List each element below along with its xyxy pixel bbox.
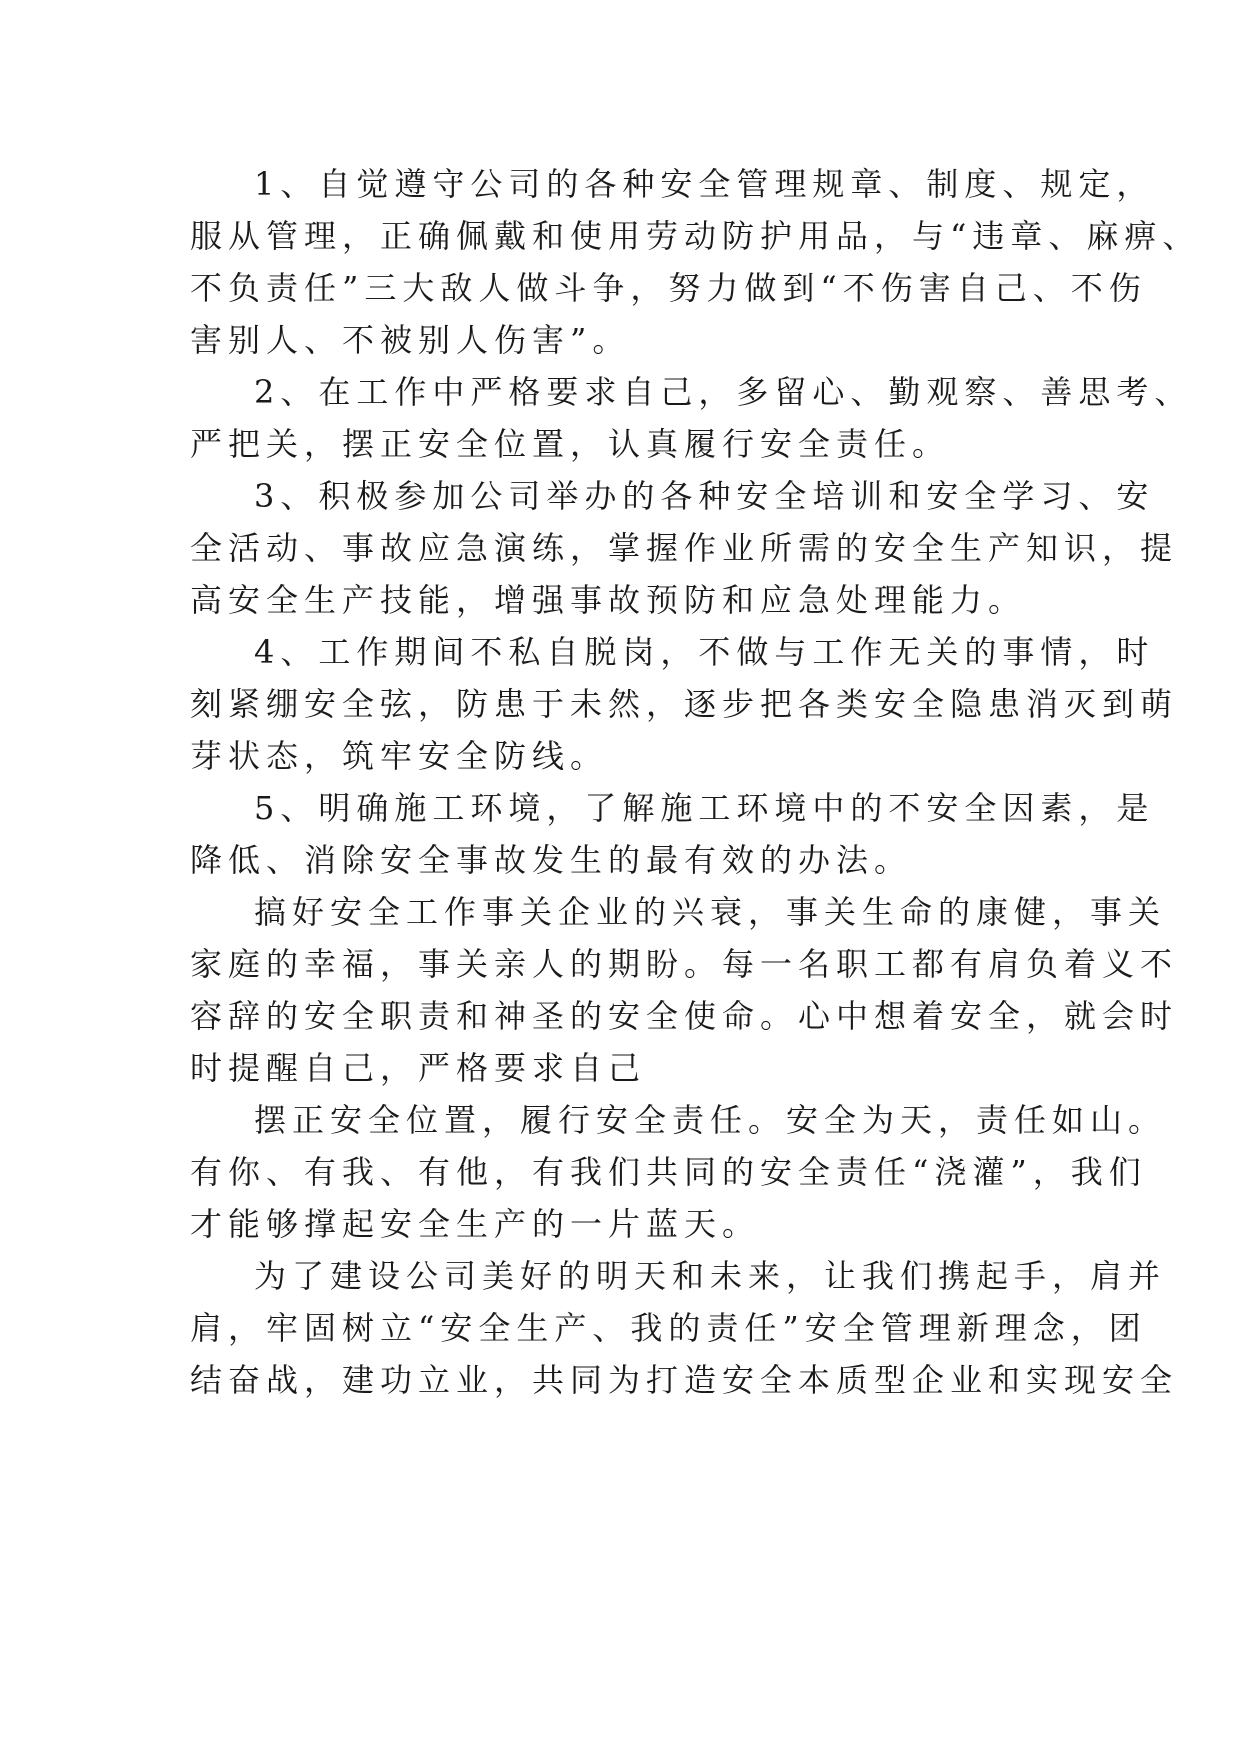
- paragraph-line: 严把关，摆正安全位置，认真履行安全责任。: [190, 425, 951, 463]
- paragraph-line: 搞好安全工作事关企业的兴衰，事关生命的康健，事关: [254, 893, 1167, 931]
- paragraph-line: 降低、消除安全事故发生的最有效的办法。: [190, 841, 913, 879]
- paragraph-line: 时提醒自己，严格要求自己: [190, 1049, 647, 1087]
- paragraph-7: [190, 1094, 1167, 1250]
- paragraph-line: 全活动、事故应急演练，掌握作业所需的安全生产知识，提: [190, 529, 1179, 567]
- paragraph-line: 害别人、不被别人伤害”。: [190, 321, 631, 359]
- paragraph-line: 高安全生产技能，增强事故预防和应急处理能力。: [190, 581, 1027, 619]
- paragraph-line: 服从管理，正确佩戴和使用劳动防护用品，与“违章、麻痹、: [190, 217, 1201, 255]
- paragraph-line: 刻紧绷安全弦，防患于未然，逐步把各类安全隐患消灭到萌: [190, 685, 1179, 723]
- paragraph-line: 不负责任”三大敌人做斗争，努力做到“不伤害自己、不伤: [190, 269, 1147, 307]
- paragraph-line: 摆正安全位置，履行安全责任。安全为天，责任如山。: [254, 1101, 1167, 1139]
- paragraph-line: 3、积极参加公司举办的各种安全培训和安全学习、安: [254, 477, 1155, 515]
- paragraph-2: [190, 366, 1193, 470]
- document-body: [190, 158, 1201, 1406]
- paragraph-3: [190, 470, 1179, 626]
- paragraph-line: 才能够撑起安全生产的一片蓝天。: [190, 1205, 761, 1243]
- paragraph-line: 结奋战，建功立业，共同为打造安全本质型企业和实现安全: [190, 1361, 1179, 1399]
- paragraph-6: [190, 886, 1179, 1094]
- paragraph-line: 5、明确施工环境，了解施工环境中的不安全因素，是: [254, 789, 1155, 827]
- paragraph-1: [190, 158, 1201, 366]
- paragraph-8: [190, 1250, 1179, 1406]
- paragraph-line: 家庭的幸福，事关亲人的期盼。每一名职工都有肩负着义不: [190, 945, 1179, 983]
- paragraph-4: [190, 626, 1179, 782]
- paragraph-line: 容辞的安全职责和神圣的安全使命。心中想着安全，就会时: [190, 997, 1179, 1035]
- paragraph-line: 1、自觉遵守公司的各种安全管理规章、制度、规定，: [254, 165, 1155, 203]
- paragraph-line: 4、工作期间不私自脱岗，不做与工作无关的事情，时: [254, 633, 1155, 671]
- paragraph-line: 有你、有我、有他，有我们共同的安全责任“浇灌”，我们: [190, 1153, 1147, 1191]
- paragraph-line: 2、在工作中严格要求自己，多留心、勤观察、善思考、: [254, 373, 1193, 411]
- paragraph-line: 为了建设公司美好的明天和未来，让我们携起手，肩并: [254, 1257, 1167, 1295]
- paragraph-line: 肩，牢固树立“安全生产、我的责任”安全管理新理念，团: [190, 1309, 1147, 1347]
- paragraph-5: [190, 782, 1155, 886]
- paragraph-line: 芽状态，筑牢安全防线。: [190, 737, 609, 775]
